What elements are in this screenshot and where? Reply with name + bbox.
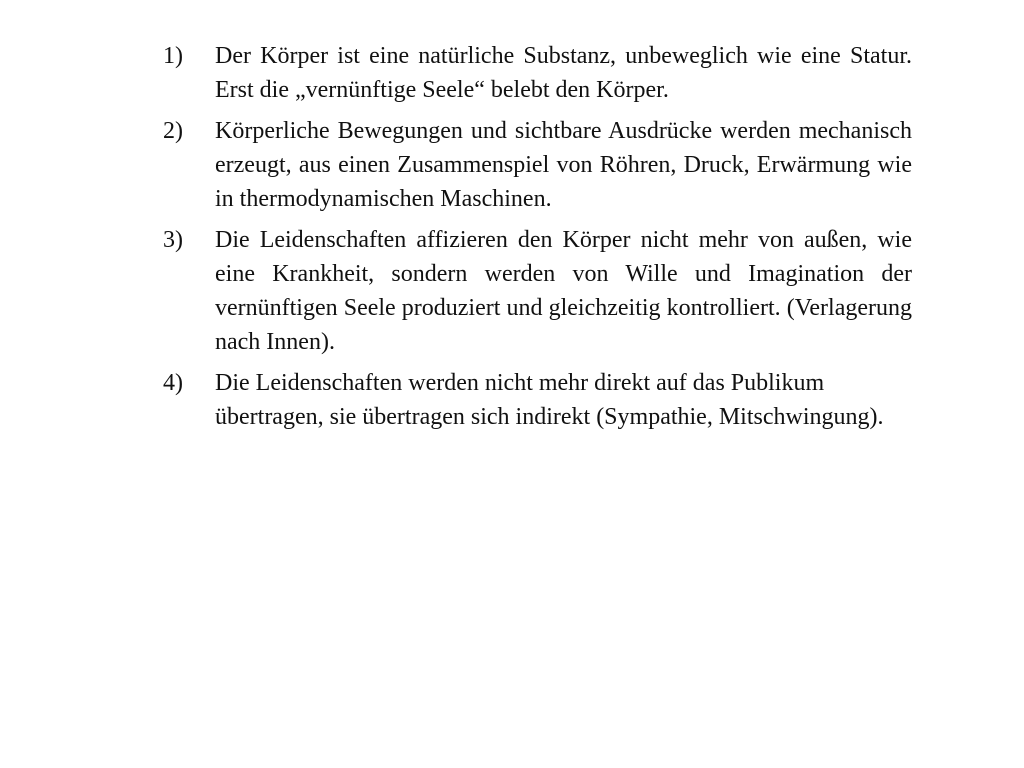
list-number-1: 1) [163, 43, 183, 69]
list-item-4 [163, 366, 912, 434]
list-item-1 [163, 39, 912, 107]
list-number-2: 2) [163, 118, 183, 144]
numbered-list [163, 39, 912, 441]
list-number-3: 3) [163, 227, 183, 253]
list-text-4: Die Leidenschaften werden nicht mehr direkt auf das Publikum übertragen, sie übertragen sich indirekt (Sympathie, Mitschwingung). [215, 370, 884, 430]
list-text-1: Der Körper ist eine natürliche Substanz, unbeweglich wie eine Statur. Erst die „vernünftige Seele“ belebt den Körper. [215, 43, 912, 103]
list-text-2: Körperliche Bewegungen und sichtbare Ausdrücke werden mechanisch erzeugt, aus einen Zusammenspiel von Röhren, Druck, Erwärmung wie in thermodynamischen Maschinen. [215, 118, 912, 212]
list-text-3: Die Leidenschaften affizieren den Körper nicht mehr von außen, wie eine Krankheit, sondern werden von Wille und Imagination der vernünftigen Seele produziert und gleichzeitig kontrolliert. (Verlagerung nach Innen). [215, 227, 912, 355]
list-item-3 [163, 223, 912, 359]
list-item-2 [163, 114, 912, 216]
list-number-4: 4) [163, 370, 183, 396]
